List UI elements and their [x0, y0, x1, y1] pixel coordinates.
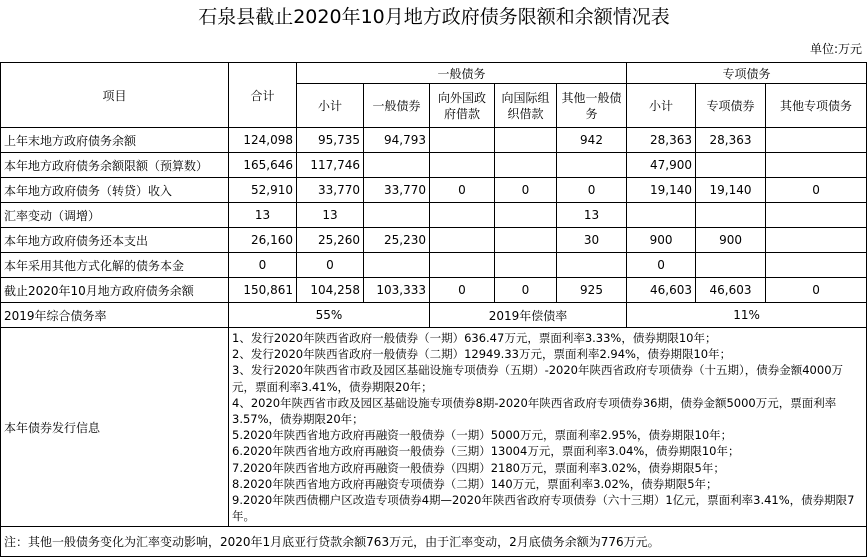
cell-general-subtotal: 33,770 [297, 178, 364, 203]
header-general-group: 一般债务 [297, 63, 627, 84]
composite-debt-ratio-label: 2019年综合债务率 [1, 303, 229, 328]
cell-special-bond: 19,140 [696, 178, 766, 203]
cell-foreign-gov-loan: 0 [430, 178, 495, 203]
cell-other-general [557, 253, 627, 278]
unit-row [0, 34, 868, 62]
cell-total: 52,910 [229, 178, 297, 203]
table-row [1, 128, 867, 153]
issuance-line: 7.2020年陕西省地方政府再融资一般债券（四期）2180万元，票面利率3.02%，债券期限5年； [232, 460, 725, 475]
row-label: 本年采用其他方式化解的债务本金 [1, 253, 229, 278]
cell-intl-org-loan [495, 228, 557, 253]
cell-other-special [766, 228, 867, 253]
composite-debt-ratio-value: 55% [229, 303, 430, 328]
header-row-1 [1, 63, 867, 84]
table-row [1, 203, 867, 228]
cell-total: 26,160 [229, 228, 297, 253]
header-special-subtotal: 小计 [627, 84, 696, 128]
cell-intl-org-loan [495, 128, 557, 153]
cell-other-general: 925 [557, 278, 627, 303]
cell-special-subtotal: 19,140 [627, 178, 696, 203]
header-foreign-gov-loan: 向外国政府借款 [430, 84, 495, 128]
unit-label: 单位:万元 [809, 42, 862, 56]
table-row [1, 253, 867, 278]
issuance-label: 本年债券发行信息 [1, 328, 229, 527]
issuance-line: 1、发行2020年陕西省政府一般债券（一期）636.47万元，票面利率3.33%，债券期限10年； [232, 331, 717, 345]
cell-foreign-gov-loan: 0 [430, 278, 495, 303]
note-row [1, 527, 867, 557]
cell-special-subtotal: 900 [627, 228, 696, 253]
cell-other-general: 942 [557, 128, 627, 153]
header-total: 合计 [229, 63, 297, 128]
header-general-subtotal: 小计 [297, 84, 364, 128]
table-row [1, 153, 867, 178]
table-row [1, 278, 867, 303]
cell-special-subtotal: 46,603 [627, 278, 696, 303]
issuance-line: 5.2020年陕西省地方政府再融资一般债券（一期）5000万元，票面利率2.95%，债券期限10年； [232, 428, 733, 443]
cell-other-special: 0 [766, 178, 867, 203]
cell-intl-org-loan: 0 [495, 278, 557, 303]
issuance-details [229, 328, 867, 527]
cell-general-subtotal: 25,260 [297, 228, 364, 253]
cell-special-subtotal: 28,363 [627, 128, 696, 153]
cell-other-special [766, 203, 867, 228]
debt-table [0, 62, 867, 557]
cell-other-special [766, 128, 867, 153]
cell-special-bond: 900 [696, 228, 766, 253]
cell-special-bond [696, 253, 766, 278]
cell-foreign-gov-loan [430, 203, 495, 228]
header-general-bond: 一般债券 [364, 84, 430, 128]
header-intl-org-loan: 向国际组织借款 [495, 84, 557, 128]
report-title: 石泉县截止2020年10月地方政府债务限额和余额情况表 [198, 6, 670, 28]
cell-total: 165,646 [229, 153, 297, 178]
cell-general-bond [364, 253, 430, 278]
cell-special-bond: 46,603 [696, 278, 766, 303]
row-label: 本年地方政府债务还本支出 [1, 228, 229, 253]
cell-total: 150,861 [229, 278, 297, 303]
row-label: 汇率变动（调增） [1, 203, 229, 228]
header-item: 项目 [1, 63, 229, 128]
cell-foreign-gov-loan [430, 128, 495, 153]
issuance-row [1, 328, 867, 527]
cell-special-bond [696, 153, 766, 178]
repayment-ratio-label: 2019年偿债率 [430, 303, 627, 328]
cell-general-subtotal: 95,735 [297, 128, 364, 153]
cell-other-special [766, 253, 867, 278]
cell-general-bond [364, 203, 430, 228]
row-label: 本年地方政府债务余额限额（预算数） [1, 153, 229, 178]
cell-intl-org-loan: 0 [495, 178, 557, 203]
header-other-special: 其他专项债务 [766, 84, 867, 128]
cell-other-general: 13 [557, 203, 627, 228]
cell-total: 13 [229, 203, 297, 228]
cell-general-subtotal: 117,746 [297, 153, 364, 178]
cell-special-subtotal [627, 203, 696, 228]
cell-other-general: 30 [557, 228, 627, 253]
cell-general-bond: 33,770 [364, 178, 430, 203]
row-label: 上年末地方政府债务余额 [1, 128, 229, 153]
cell-other-general [557, 153, 627, 178]
footnote: 注：其他一般债务变化为汇率变动影响，2020年1月底亚行贷款余额763万元，由于汇率变动，2月底债务余额为776万元。 [1, 527, 867, 557]
cell-general-subtotal: 13 [297, 203, 364, 228]
cell-general-bond: 25,230 [364, 228, 430, 253]
issuance-line: 2、发行2020年陕西省政府一般债券（二期）12949.33万元，票面利率2.94%，债券期限10年； [232, 347, 732, 362]
rate-row [1, 303, 867, 328]
cell-foreign-gov-loan [430, 253, 495, 278]
cell-other-special: 0 [766, 278, 867, 303]
cell-other-general: 0 [557, 178, 627, 203]
cell-general-bond: 103,333 [364, 278, 430, 303]
cell-special-subtotal: 0 [627, 253, 696, 278]
cell-intl-org-loan [495, 153, 557, 178]
cell-special-bond [696, 203, 766, 228]
table-row [1, 178, 867, 203]
row-label: 本年地方政府债务（转贷）收入 [1, 178, 229, 203]
repayment-ratio-value: 11% [627, 303, 867, 328]
cell-intl-org-loan [495, 253, 557, 278]
table-row [1, 228, 867, 253]
cell-total: 0 [229, 253, 297, 278]
row-label: 截止2020年10月地方政府债务余额 [1, 278, 229, 303]
cell-special-subtotal: 47,900 [627, 153, 696, 178]
cell-intl-org-loan [495, 203, 557, 228]
header-other-general: 其他一般债务 [557, 84, 627, 128]
header-special-group: 专项债务 [627, 63, 867, 84]
cell-other-special [766, 153, 867, 178]
issuance-line: 8.2020年陕西省地方政府再融资专项债券（二期）140万元，票面利率3.02%，债券期限5年； [232, 476, 718, 491]
issuance-line: 6.2020年陕西省地方政府再融资一般债券（三期）13004万元，票面利率3.04%，债券期限10年； [232, 444, 740, 459]
cell-total: 124,098 [229, 128, 297, 153]
header-special-bond: 专项债券 [696, 84, 766, 128]
cell-general-bond: 94,793 [364, 128, 430, 153]
issuance-line: 4、2020年陕西省市政及园区基础设施专项债券8期-2020年陕西省政府专项债券36期，债券金额5000万元，票面利率3.57%，债券期限20年； [232, 395, 837, 427]
cell-general-subtotal: 104,258 [297, 278, 364, 303]
cell-general-bond [364, 153, 430, 178]
issuance-line: 9.2020年陕西债棚户区改造专项债券4期—2020年陕西省政府专项债券（六十三期）1亿元，票面利率3.41%，债券期限7年。 [232, 493, 855, 524]
cell-foreign-gov-loan [430, 228, 495, 253]
cell-special-bond: 28,363 [696, 128, 766, 153]
cell-foreign-gov-loan [430, 153, 495, 178]
issuance-line: 3、发行2020年陕西省市政及园区基础设施专项债券（五期）-2020年陕西省政府专项债券（十五期），债券金额4000万元，票面利率3.41%，债券期限20年； [232, 363, 844, 394]
cell-general-subtotal: 0 [297, 253, 364, 278]
